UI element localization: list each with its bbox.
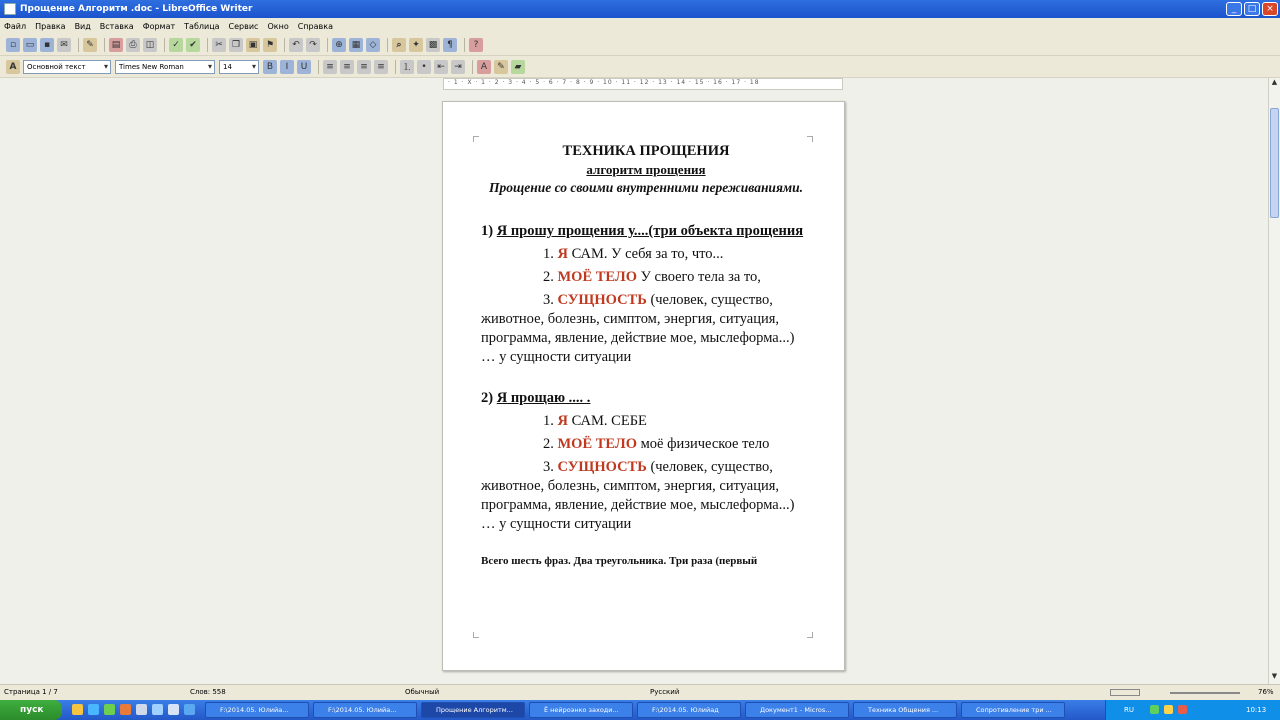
formatting-toolbar — [0, 56, 1280, 78]
taskbar-item[interactable]: F:\2014.05. Юлийа... — [205, 702, 309, 718]
taskbar-item[interactable]: Документ1 - Micros... — [745, 702, 849, 718]
section1-heading: 1) Я прошу прощения у....(три объекта прощения — [481, 223, 804, 239]
menu-tools[interactable]: Сервис — [228, 21, 259, 31]
menu-insert[interactable]: Вставка — [99, 21, 134, 31]
windows-taskbar — [0, 700, 1280, 720]
quicklaunch-ie-icon[interactable] — [88, 704, 99, 715]
quicklaunch-folder-icon[interactable] — [72, 704, 83, 715]
zoom-slider[interactable] — [1170, 692, 1240, 694]
page-preview-icon[interactable]: ◫ — [143, 38, 157, 52]
menu-window[interactable]: Окно — [267, 21, 289, 31]
tray-network-icon[interactable] — [1150, 705, 1159, 714]
align-right-icon[interactable]: ≡ — [357, 60, 371, 74]
print-icon[interactable]: ⎙ — [126, 38, 140, 52]
section2-heading: 2) Я прощаю .... . — [481, 390, 591, 406]
cut-icon[interactable]: ✂ — [212, 38, 226, 52]
spellcheck-icon[interactable]: ✓ — [169, 38, 183, 52]
close-button[interactable]: × — [1262, 2, 1278, 16]
gallery-icon[interactable]: ▩ — [426, 38, 440, 52]
section1-item-3: 3. СУЩНОСТЬ (человек, существо, животное, болезнь, симптом, энергия, ситуация, программа, явление, действие мое, мыслеформа...) … у сущности ситуации — [481, 292, 795, 365]
table-icon[interactable]: ▦ — [349, 38, 363, 52]
doc-subtitle: алгоритм прощения — [586, 162, 706, 177]
system-tray — [1105, 700, 1280, 720]
increase-indent-icon[interactable]: ⇥ — [451, 60, 465, 74]
status-zoom[interactable]: 76% — [1258, 688, 1274, 696]
open-icon[interactable]: ▭ — [23, 38, 37, 52]
font-name-select[interactable]: Times New Roman ▾ — [115, 60, 215, 74]
undo-icon[interactable]: ↶ — [289, 38, 303, 52]
taskbar-item[interactable]: F:\2014.05. Юлийад — [637, 702, 741, 718]
italic-icon[interactable]: I — [280, 60, 294, 74]
help-icon[interactable]: ? — [469, 38, 483, 52]
align-left-icon[interactable]: ≡ — [323, 60, 337, 74]
menu-bar — [0, 18, 1280, 34]
paragraph-style-select[interactable]: Основной текст ▾ — [23, 60, 111, 74]
background-color-icon[interactable]: ▰ — [511, 60, 525, 74]
align-center-icon[interactable]: ≡ — [340, 60, 354, 74]
view-layout-icon[interactable] — [1110, 689, 1140, 696]
new-document-icon[interactable]: ▫ — [6, 38, 20, 52]
tray-clock: 10:13 — [1246, 706, 1267, 714]
taskbar-item-active[interactable]: Прощение Алгоритм... — [421, 702, 525, 718]
decrease-indent-icon[interactable]: ⇤ — [434, 60, 448, 74]
copy-icon[interactable]: ❐ — [229, 38, 243, 52]
status-words: Слов: 558 — [190, 688, 226, 696]
vertical-scrollbar[interactable] — [1268, 78, 1280, 684]
scrollbar-thumb[interactable] — [1270, 108, 1279, 218]
taskbar-item[interactable]: Техника Общения ... — [853, 702, 957, 718]
standard-toolbar — [0, 34, 1280, 56]
save-icon[interactable]: ▪ — [40, 38, 54, 52]
quicklaunch-firefox-icon[interactable] — [120, 704, 131, 715]
menu-format[interactable]: Формат — [142, 21, 176, 31]
quicklaunch-media-icon[interactable] — [104, 704, 115, 715]
autospell-icon[interactable]: ✔ — [186, 38, 200, 52]
status-style[interactable]: Обычный — [405, 688, 440, 696]
quicklaunch-app-icon[interactable] — [152, 704, 163, 715]
numbering-icon[interactable]: ⒈ — [400, 60, 414, 74]
section1-item-2: 2. МОЁ ТЕЛО У своего тела за то, — [543, 269, 761, 285]
start-button[interactable]: пуск — [0, 700, 62, 720]
horizontal-ruler[interactable]: · 1 · X · 1 · 2 · 3 · 4 · 5 · 6 · 7 · 8 · 9 · 10 · 11 · 12 · 13 · 14 · 15 · 16 · 17 · 18 — [443, 78, 843, 90]
status-bar — [0, 684, 1280, 700]
document-body[interactable] — [481, 142, 811, 571]
email-icon[interactable]: ✉ — [57, 38, 71, 52]
section2-item-2: 2. МОЁ ТЕЛО моё физическое тело — [543, 436, 770, 452]
menu-table[interactable]: Таблица — [184, 21, 220, 31]
maximize-button[interactable]: □ — [1244, 2, 1260, 16]
quicklaunch-desktop-icon[interactable] — [136, 704, 147, 715]
formatting-marks-icon[interactable]: ¶ — [443, 38, 457, 52]
font-color-icon[interactable]: A — [477, 60, 491, 74]
writer-app-icon — [4, 3, 16, 15]
quicklaunch-app2-icon[interactable] — [168, 704, 179, 715]
section2-item-1: 1. Я САМ. СЕБЕ — [543, 413, 647, 429]
tray-volume-icon[interactable] — [1164, 705, 1173, 714]
hyperlink-icon[interactable]: ⊕ — [332, 38, 346, 52]
redo-icon[interactable]: ↷ — [306, 38, 320, 52]
doc-footer-line: Всего шесть фраз. Два треугольника. Три раза (первый — [481, 555, 758, 567]
quicklaunch-app3-icon[interactable] — [184, 704, 195, 715]
status-page[interactable]: Страница 1 / 7 — [4, 688, 58, 696]
justify-icon[interactable]: ≡ — [374, 60, 388, 74]
bold-icon[interactable]: B — [263, 60, 277, 74]
menu-file[interactable]: Файл — [4, 21, 27, 31]
section1-item-1: 1. Я САМ. У себя за то, что... — [543, 246, 724, 262]
window-title: Прощение Алгоритм .doc - LibreOffice Writer — [20, 4, 253, 14]
taskbar-item[interactable]: Ё нейроэнко заходи... — [529, 702, 633, 718]
taskbar-item[interactable]: Сопротивление три ... — [961, 702, 1065, 718]
section2-item-3: 3. СУЩНОСТЬ (человек, существо, животное, болезнь, симптом, энергия, ситуация, программа, явление, действие мое, мыслеформа...) … у сущности ситуации — [481, 459, 795, 532]
font-size-select[interactable]: 14 ▾ — [219, 60, 259, 74]
bullets-icon[interactable]: • — [417, 60, 431, 74]
clone-formatting-icon[interactable]: ⚑ — [263, 38, 277, 52]
doc-title: ТЕХНИКА ПРОЩЕНИЯ — [562, 143, 730, 159]
tray-language[interactable]: RU — [1124, 706, 1134, 714]
menu-view[interactable]: Вид — [74, 21, 91, 31]
title-bar — [0, 0, 1280, 18]
export-pdf-icon[interactable]: ▤ — [109, 38, 123, 52]
paste-icon[interactable]: ▣ — [246, 38, 260, 52]
document-page[interactable] — [442, 101, 845, 671]
navigator-icon[interactable]: ✦ — [409, 38, 423, 52]
status-language[interactable]: Русский — [650, 688, 680, 696]
highlighting-icon[interactable]: ✎ — [494, 60, 508, 74]
minimize-button[interactable]: _ — [1226, 2, 1242, 16]
underline-icon[interactable]: U — [297, 60, 311, 74]
tray-antivirus-icon[interactable] — [1178, 705, 1187, 714]
scroll-down-icon[interactable]: ▼ — [1271, 672, 1278, 680]
styles-formatting-icon[interactable]: A — [6, 60, 20, 74]
edit-mode-icon[interactable]: ✎ — [83, 38, 97, 52]
scroll-up-icon[interactable]: ▲ — [1271, 78, 1278, 86]
find-replace-icon[interactable]: ⌕ — [392, 38, 406, 52]
taskbar-item[interactable]: F:\2014.05. Юлийа... — [313, 702, 417, 718]
show-draw-functions-icon[interactable]: ◇ — [366, 38, 380, 52]
doc-italic-line: Прощение со своими внутренними переживаниями. — [488, 180, 804, 195]
menu-edit[interactable]: Правка — [35, 21, 66, 31]
menu-help[interactable]: Справка — [297, 21, 333, 31]
